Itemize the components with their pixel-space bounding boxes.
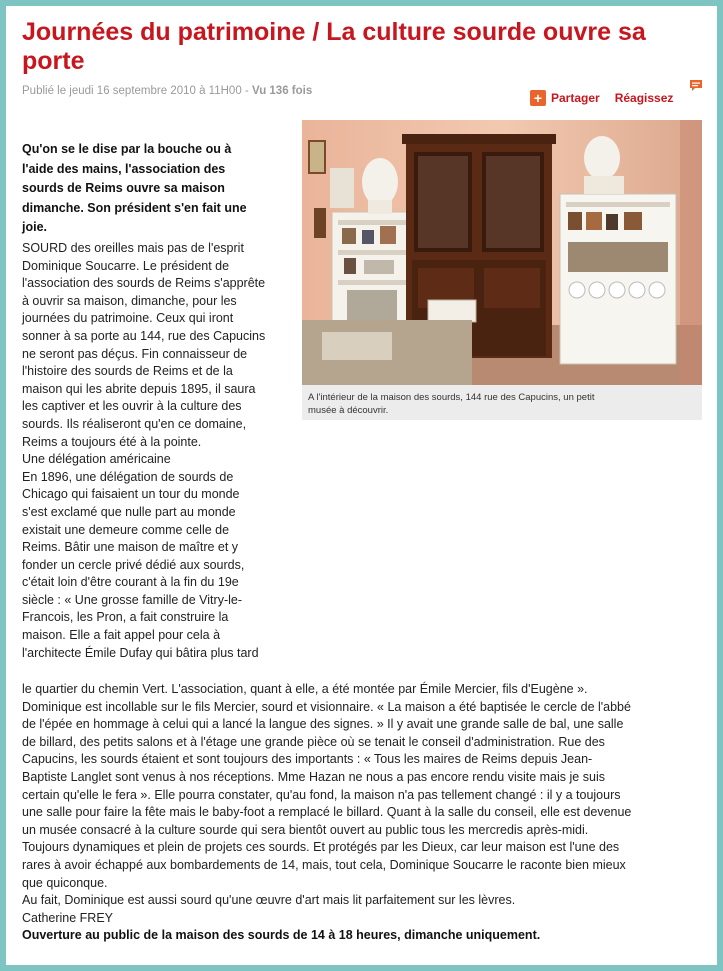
body-line: Chicago qui faisaient un tour du monde: [22, 487, 240, 502]
article-body-full: [22, 681, 706, 945]
body-line: ne seront pas déçus. Fin connaisseur de: [22, 346, 248, 361]
body-line: Capucins, les sourds étaient et sont toujours des importants : « Tous les maires de Reims depuis Jean-: [22, 752, 593, 767]
article-lead: [22, 140, 294, 238]
lead-line: sourds de Reims ouvre sa maison: [22, 181, 225, 195]
body-line: l'architecte Émile Dufay qui bâtira plus tard: [22, 645, 259, 660]
body-line: une salle pour faire la fête mais le baby-foot a remplacé le billard. Quant à la salle du conseil, elle est devenue: [22, 805, 632, 820]
body-line: l'histoire des sourds de Reims et de la: [22, 364, 233, 379]
body-line: à ouvrir sa maison, dimanche, pour les: [22, 293, 237, 308]
author-name: Catherine FREY: [22, 910, 114, 925]
body-line: SOURD des oreilles mais pas de l'esprit: [22, 241, 244, 255]
body-line: En 1896, une délégation de sourds de: [22, 469, 234, 484]
body-line: fonder un cercle privé dédié aux sourds,: [22, 557, 245, 572]
body-line: Une délégation américaine: [22, 452, 171, 467]
body-line: existait une demeure comme celle de: [22, 522, 230, 537]
body-line: maison qui les abrite depuis 1895, il saura: [22, 381, 256, 396]
body-line: que quiconque.: [22, 875, 108, 890]
plus-square-icon[interactable]: +: [530, 90, 546, 106]
lead-line: joie.: [22, 220, 48, 234]
body-line: le quartier du chemin Vert. L'association, quant à elle, a été montée par Émile Mercier, fils d'Eugène ».: [22, 682, 588, 696]
body-line: siècle : « Une grosse famille de Vitry-le-: [22, 592, 242, 607]
body-line: un musée consacré à la culture sourde qui sera bientôt ouvert au public tous les mercredis après-midi.: [22, 822, 589, 837]
caption-line: musée à découvrir.: [308, 405, 389, 416]
body-line: Dominique Soucarre. Le président de: [22, 258, 230, 273]
title-line-1: Journées du patrimoine / La culture sourde ouvre sa: [22, 18, 646, 46]
react-link[interactable]: Réagissez: [614, 91, 674, 105]
body-line: s'est exclamé que nulle part au monde: [22, 504, 236, 519]
body-line: Dominique est incollable sur le fils Mercier, sourd et visionnaire. « La maison a été baptisée le cercle de l'abbé: [22, 699, 631, 714]
body-line: de billard, des petits salons et à l'étage une grande pièce où se tenait le conseil d'administration. Rue des: [22, 734, 605, 749]
share-bar: [530, 90, 673, 106]
view-count: Vu 136 fois: [251, 85, 313, 97]
title-line-2: porte: [22, 47, 85, 75]
article-photo-box: [302, 120, 702, 420]
lead-line: dimanche. Son président s'en fait une: [22, 200, 247, 215]
article-title: [22, 18, 712, 76]
body-line: Baptiste Langlet sont venus à nos réceptions. Mme Hazan ne nous a pas encore rendu visite mais je suis: [22, 769, 605, 784]
body-line: les captiver et les ouvrir à la culture des: [22, 399, 242, 414]
lead-line: l'aide des mains, l'association des: [22, 161, 226, 176]
body-line: Reims a toujours été à la pointe.: [22, 434, 202, 449]
body-line: l'association des sourds de Reims s'apprête: [22, 276, 266, 291]
body-line: de l'épée en hommage à celui qui a lancé la langue des signes. » Il y avait une grande salle de bal, une salle: [22, 717, 624, 732]
publication-meta: [22, 85, 312, 97]
body-line: Reims. Bâtir une maison de maître et y: [22, 540, 239, 555]
body-line: sonner à sa porte au 144, rue des Capucins: [22, 328, 266, 343]
photo-interior-museum: [302, 120, 702, 385]
speech-bubble-icon[interactable]: [689, 79, 703, 93]
photo-caption: [308, 391, 692, 417]
body-line: Au fait, Dominique est aussi sourd qu'une œuvre d'art mais lit parfaitement sur les lèvres.: [22, 893, 516, 908]
body-line: sourds. Ils réaliseront qu'en ce domaine,: [22, 416, 247, 431]
article-body-column: [22, 240, 294, 662]
body-line: rares à avoir échappé aux bombardements de 14, mais, tout cela, Dominique Soucarre le raconte bien mieux: [22, 857, 626, 872]
share-link[interactable]: Partager: [551, 91, 600, 105]
body-line: c'était loin d'être courant à la fin du 19e: [22, 575, 239, 590]
caption-line: A l'intérieur de la maison des sourds, 144 rue des Capucins, un petit: [308, 392, 595, 403]
body-line: Toujours dynamiques et plein de projets ces sourds. Et protégés par les Dieux, car leur maison est l'une des: [22, 840, 620, 855]
article-frame: [6, 6, 717, 965]
body-line: certain qu'elle le fera ». Elle pourra constater, qu'au fond, la maison n'a pas tellement changé : il y a toujours: [22, 787, 621, 802]
lead-line: Qu'on se le dise par la bouche ou à: [22, 142, 232, 156]
body-line: maison. Elle a fait appel pour cela à: [22, 628, 221, 643]
body-line: Francois, les Pron, a fait construire la: [22, 610, 229, 625]
publication-date: Publié le jeudi 16 septembre 2010 à 11H00 -: [22, 85, 252, 97]
body-line: journées du patrimoine. Ceux qui iront: [22, 311, 234, 326]
opening-hours-note: Ouverture au public de la maison des sourds de 14 à 18 heures, dimanche uniquement.: [22, 928, 541, 943]
